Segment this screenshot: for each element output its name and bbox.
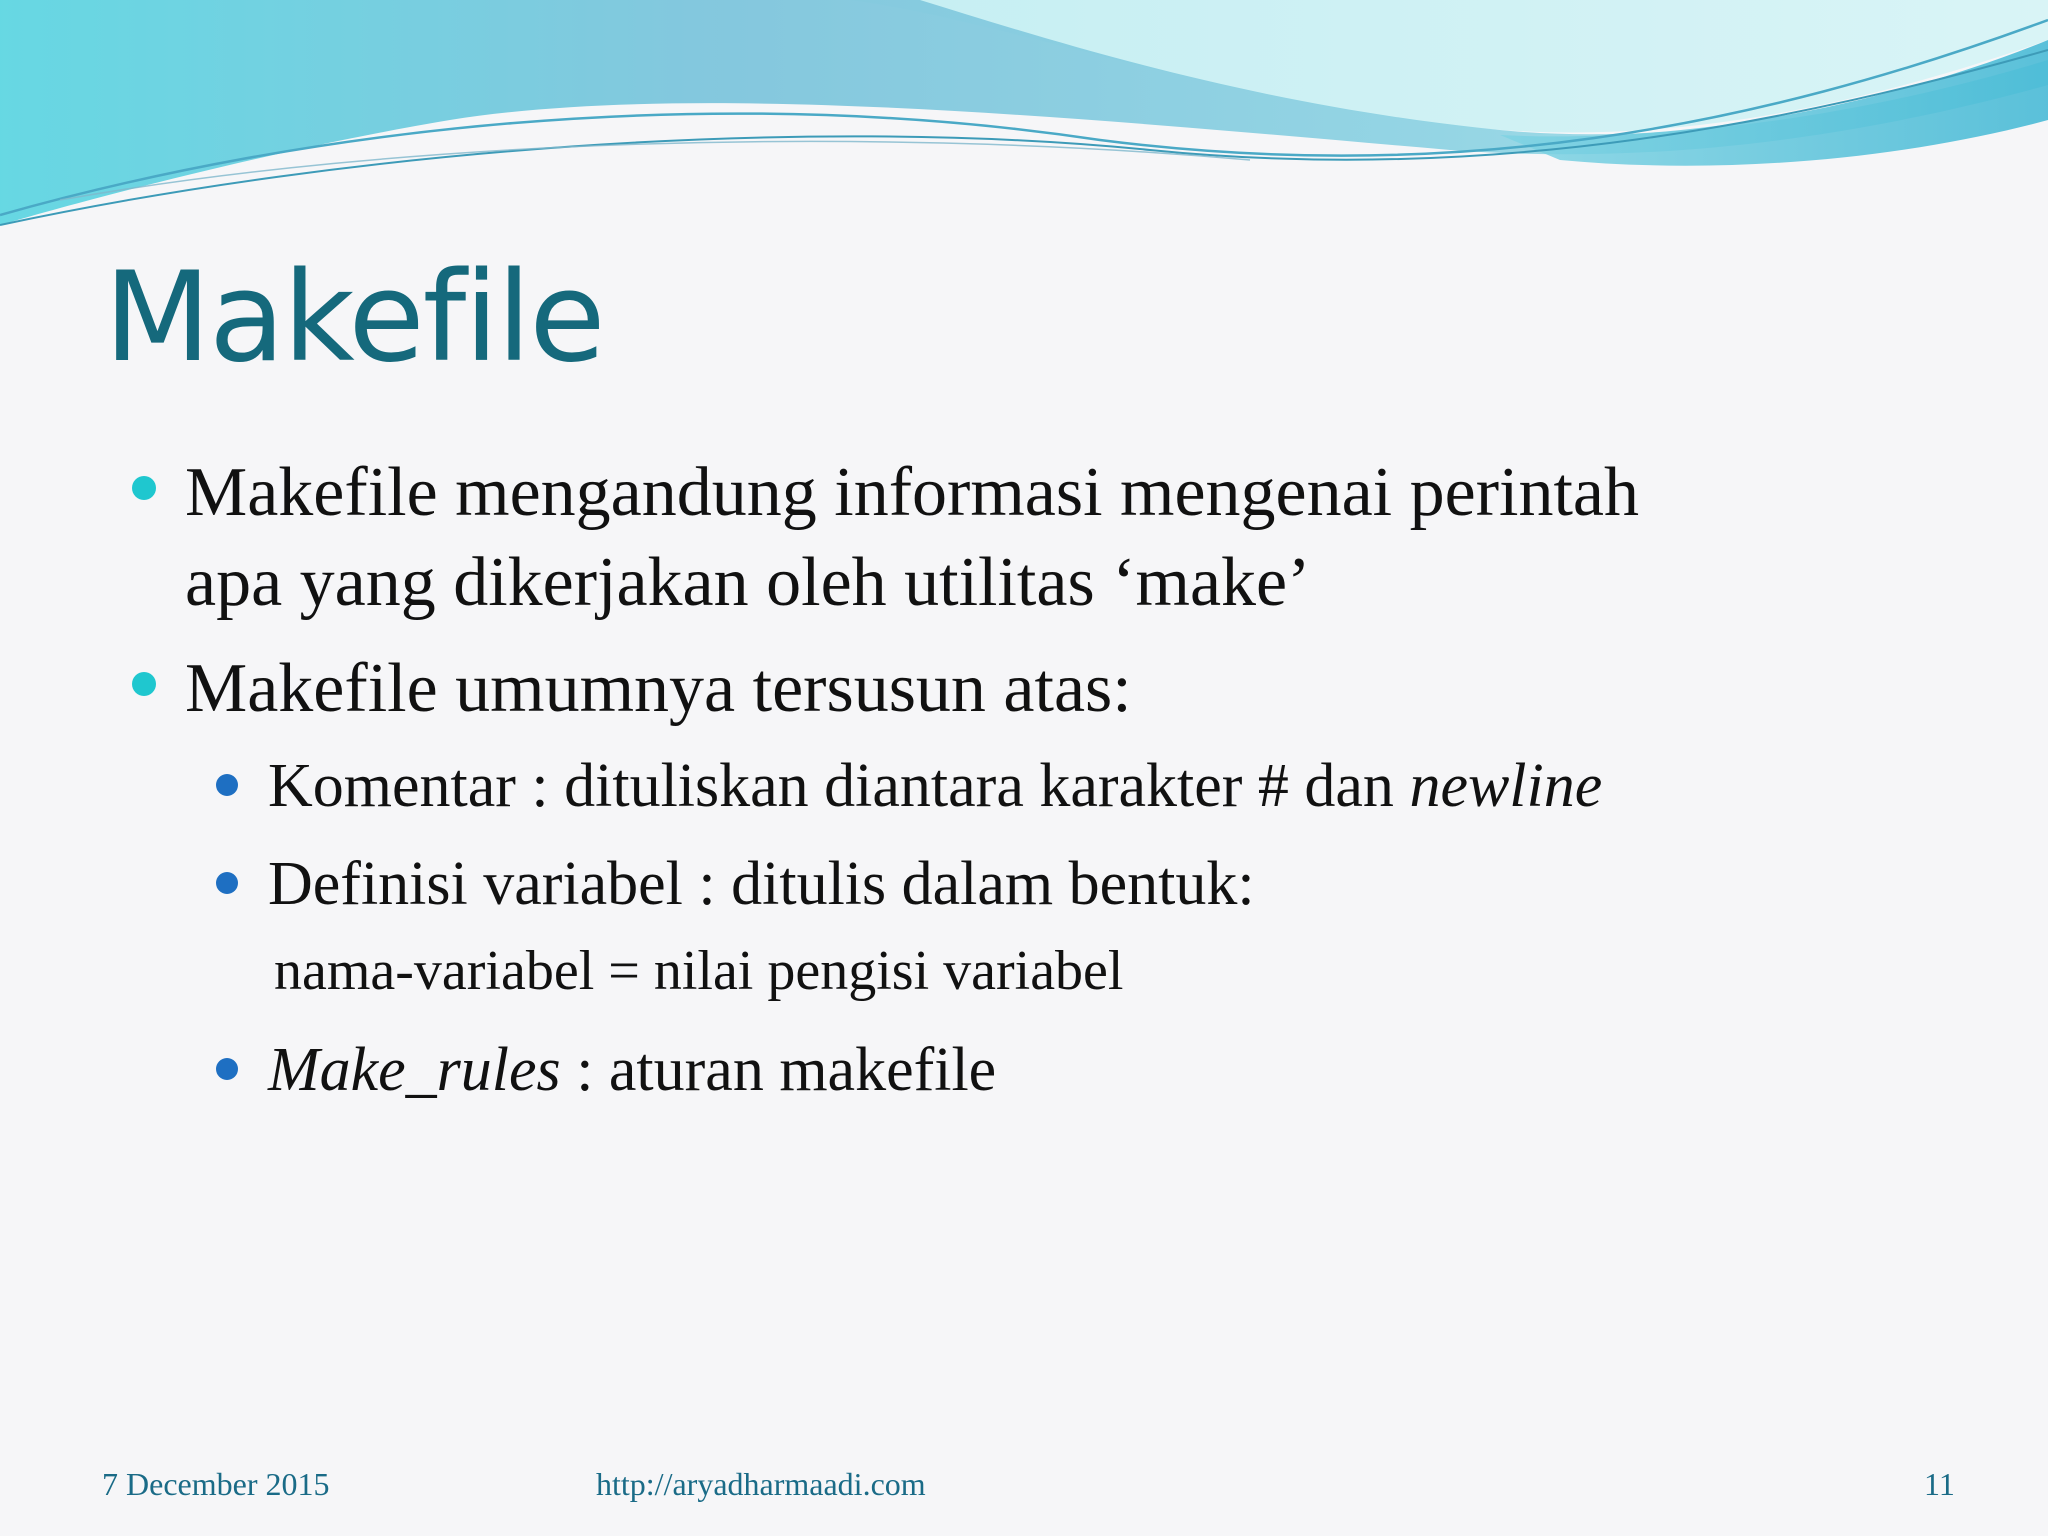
bullet-dot-icon: [132, 476, 156, 500]
header-wave-decoration: [0, 0, 2048, 260]
subbullet-text: [268, 746, 1602, 826]
variable-form-text: nama-variabel = nilai pengisi variabel: [274, 940, 1124, 1002]
footer-url[interactable]: http://aryadharmaadi.com: [596, 1466, 926, 1502]
subbullet-text: [268, 1030, 996, 1110]
bullet-text: [185, 448, 1965, 628]
bullet-dot-icon: [216, 872, 238, 894]
bullet-dot-icon: [132, 672, 156, 696]
subbullet-italic: Make_rules: [268, 1036, 561, 1104]
bullet-text: Makefile umumnya tersusun atas:: [185, 650, 1132, 727]
bullet-dot-icon: [216, 1058, 238, 1080]
page-number: 11: [1924, 1466, 1955, 1502]
subbullet-body: : aturan makefile: [560, 1036, 997, 1104]
footer-date: 7 December 2015: [102, 1466, 330, 1502]
subbullet-body: Komentar : dituliskan diantara karakter # dan: [268, 752, 1410, 820]
subbullet-italic: newline: [1409, 752, 1603, 820]
slide-title: Makefile: [104, 246, 604, 390]
bullet-dot-icon: [216, 774, 238, 796]
subbullet-text: Definisi variabel : ditulis dalam bentuk:: [268, 850, 1255, 918]
bullet-line: apa yang dikerjakan oleh utilitas ‘make’: [185, 544, 1311, 621]
bullet-line: Makefile mengandung informasi mengenai perintah: [185, 454, 1639, 531]
